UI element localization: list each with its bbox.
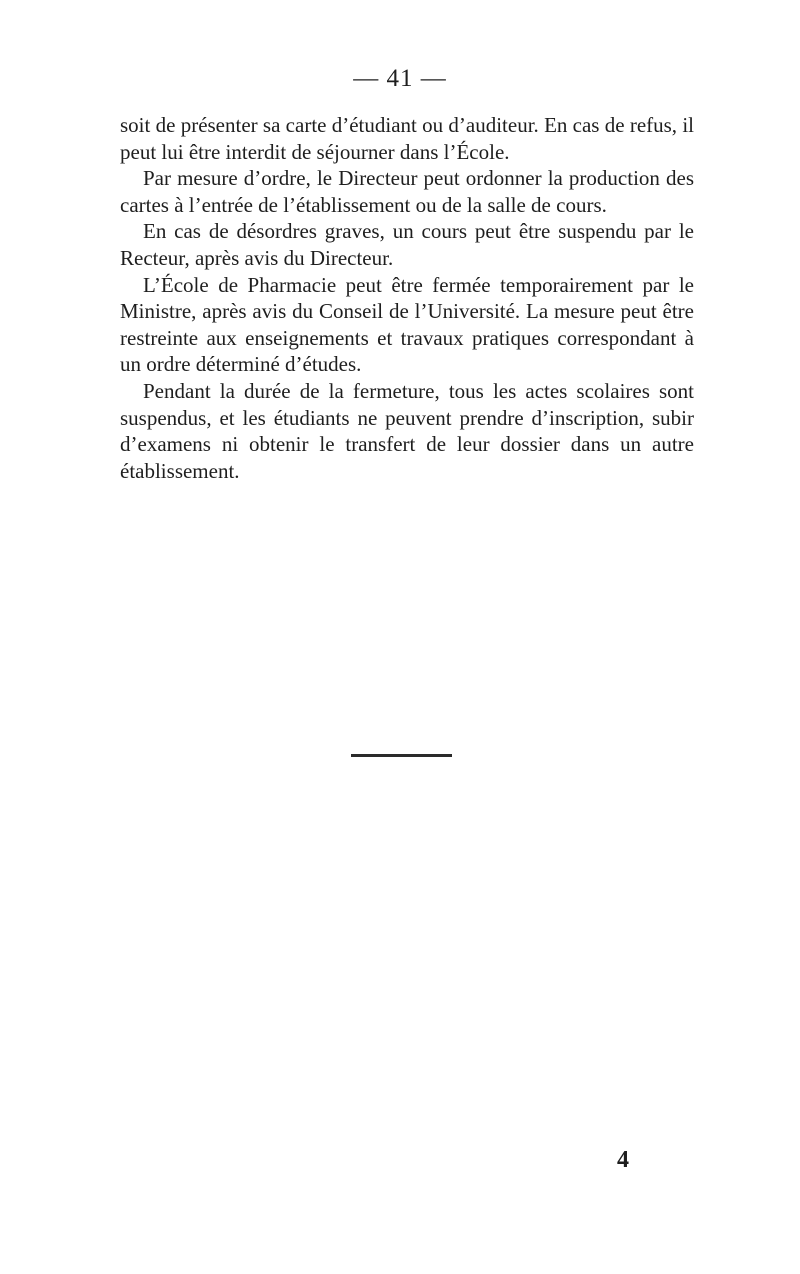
paragraph: L’École de Pharmacie peut être fermée temporairement par le Ministre, après avis du Conseil de l’Université. La mesure peut être restreinte aux enseignements et travaux pratiques correspondant à un ordre déterminé d’études. (120, 272, 694, 377)
body-text (120, 112, 694, 484)
paragraph: soit de présenter sa carte d’étudiant ou d’auditeur. En cas de refus, il peut lui être interdit de séjourner dans l’École. (120, 113, 694, 164)
paragraph: Pendant la durée de la fermeture, tous les actes scolaires sont suspendus, et les étudiants ne peuvent prendre d’inscription, subir d’examens ni obtenir le transfert de leur dossier dans un autre établissement. (120, 378, 694, 483)
signature-mark: 4 (617, 1147, 629, 1173)
section-divider (351, 754, 452, 757)
paragraph: En cas de désordres graves, un cours peut être suspendu par le Recteur, après avis du Directeur. (120, 219, 694, 270)
page-number: — 41 — (353, 65, 447, 92)
paragraph: Par mesure d’ordre, le Directeur peut ordonner la production des cartes à l’entrée de l’établissement ou de la salle de cours. (120, 166, 694, 217)
